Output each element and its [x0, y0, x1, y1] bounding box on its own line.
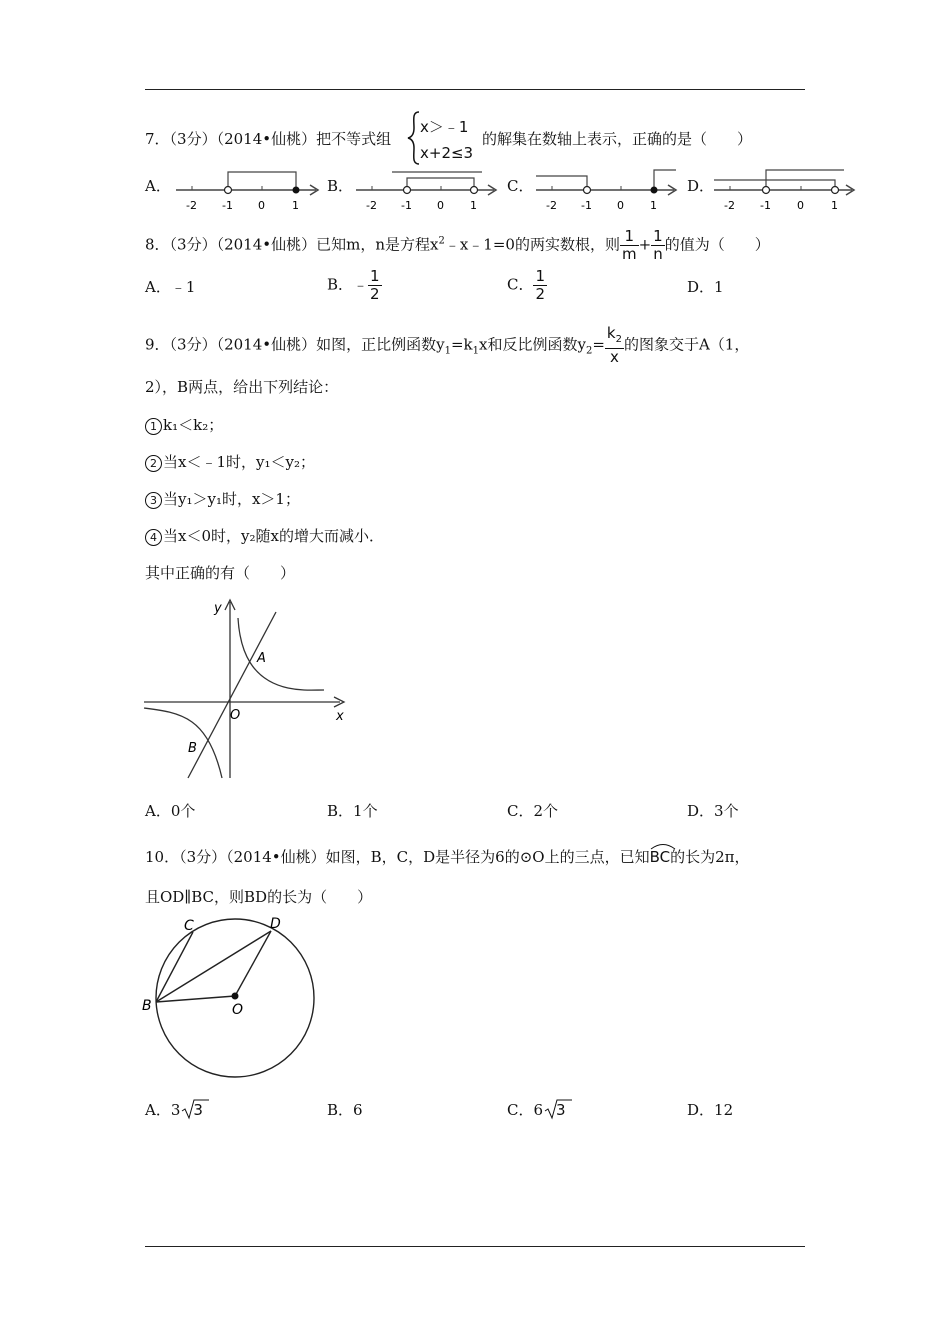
q8-fraction-2: $\frac{1}{n}$	[653, 227, 663, 263]
q8-option-b-fraction: $\frac{1}{2}$	[370, 267, 380, 303]
q9-option-c: C．2个	[507, 802, 559, 820]
q7-option-a-numberline	[172, 166, 324, 214]
graph-label-x: x	[336, 709, 344, 724]
tick-label: 0	[617, 199, 624, 212]
graph-label-o: O	[230, 708, 241, 723]
sqrt-icon: 3	[544, 1101, 566, 1119]
q7-stem-prefix: 7．（3分）（2014•仙桃）把不等式组	[145, 130, 392, 148]
tick-label: -1	[401, 199, 412, 212]
q9-function-graph	[140, 592, 355, 784]
q7-option-c-label: C．	[507, 177, 534, 195]
q8-option-b: B．﹣ $\frac{1}{2}$	[327, 267, 380, 303]
q10-stem-line2: 且OD∥BC，则BD的长为（ ）	[145, 888, 373, 906]
q10-arc-bc: BC	[650, 848, 671, 866]
q9-conclusion-1: 1 k₁＜k₂；	[145, 414, 223, 435]
q9-stem-line2: 2），B两点，给出下列结论：	[145, 378, 339, 396]
tick-label: 1	[650, 199, 657, 212]
q9-fraction: $\frac{k_2}{x}$	[606, 324, 622, 366]
bottom-rule	[145, 1246, 805, 1247]
tick-label: -2	[724, 199, 735, 212]
tick-label: -1	[760, 199, 771, 212]
circled-number-icon: 1	[145, 418, 162, 435]
graph-label-b: B	[188, 741, 197, 756]
q10-option-a: A．3 3	[145, 1099, 203, 1120]
q7-inequality-2: x+2≤3	[420, 144, 474, 162]
q7-inequality-1: x＞﹣1	[420, 118, 469, 136]
q7-option-b-label: B．	[327, 177, 354, 195]
q9-conclusion-2: 2 当x＜﹣1时，y₁＜y₂；	[145, 451, 315, 472]
figure-label-d: D	[270, 916, 281, 932]
q9-conclusion-4: 4 当x＜0时，y₂随x的增大而减小．	[145, 525, 384, 546]
tick-label: -1	[581, 199, 592, 212]
tick-label: -2	[546, 199, 557, 212]
q9-option-b: B．1个	[327, 802, 378, 820]
tick-label: 1	[470, 199, 477, 212]
tick-label: 1	[831, 199, 838, 212]
figure-label-c: C	[184, 918, 194, 934]
tick-label: -1	[222, 199, 233, 212]
tick-label: 0	[797, 199, 804, 212]
q10-stem: 10．（3分）（2014•仙桃）如图，B，C，D是半径为6的⊙O上的三点，已知 BC的长为2π，	[145, 846, 750, 867]
q9-question: 其中正确的有（ ）	[145, 564, 296, 582]
circled-number-icon: 4	[145, 529, 162, 546]
q8-stem-mid: ﹣x﹣1=0的两实数根，则	[444, 235, 620, 254]
q8-fraction-1: $\frac{1}{m}$	[621, 227, 637, 263]
q10-option-d: D．12	[687, 1101, 734, 1119]
q10-option-c: C．6 3	[507, 1099, 566, 1120]
tick-label: 0	[258, 199, 265, 212]
top-rule	[145, 89, 805, 90]
q8-exponent: 2	[438, 235, 445, 247]
figure-label-o: O	[232, 1002, 244, 1018]
q7-option-d-numberline	[710, 166, 860, 214]
q10-option-b: B．6	[327, 1101, 363, 1119]
q8-option-a: A．﹣1	[145, 278, 196, 296]
q10-circle-figure	[140, 912, 330, 1084]
q7-brace-icon	[407, 110, 421, 166]
q8-option-c-fraction: $\frac{1}{2}$	[535, 267, 546, 303]
q7-stem-suffix: 的解集在数轴上表示，正确的是（ ）	[482, 130, 753, 148]
circled-number-icon: 2	[145, 455, 162, 472]
tick-label: -2	[186, 199, 197, 212]
q7-option-a-label: A．	[145, 177, 171, 195]
tick-label: 0	[437, 199, 444, 212]
graph-label-y: y	[214, 601, 222, 616]
q8-stem-suffix: 的值为（ ）	[664, 235, 770, 254]
tick-label: 1	[292, 199, 299, 212]
graph-label-a: A	[257, 651, 266, 666]
q9-option-d: D．3个	[687, 802, 739, 820]
q9-option-a: A．0个	[145, 802, 196, 820]
sqrt-icon: 3	[181, 1101, 203, 1119]
figure-label-b: B	[142, 998, 152, 1014]
q8-option-d: D．1	[687, 278, 724, 296]
q7-option-b-numberline	[352, 166, 502, 214]
q9-conclusion-3: 3 当y₁＞y₁时，x＞1；	[145, 488, 300, 509]
q7-option-d-label: D．	[687, 177, 715, 195]
tick-label: -2	[366, 199, 377, 212]
q7-option-c-numberline	[532, 166, 682, 214]
q8-option-c: C． $\frac{1}{2}$	[507, 267, 546, 303]
q8-stem	[145, 228, 770, 263]
q8-plus: +	[638, 235, 652, 254]
q8-stem-prefix: 8．（3分）（2014•仙桃）已知m，n是方程x	[145, 235, 439, 254]
circled-number-icon: 3	[145, 492, 162, 509]
q9-stem: 9．（3分）（2014•仙桃）如图，正比例函数$y_1=k_1x$和反比例函数$y_2=$ $\frac{k_2}{x}$ 的图象交于A（1，	[145, 324, 750, 366]
